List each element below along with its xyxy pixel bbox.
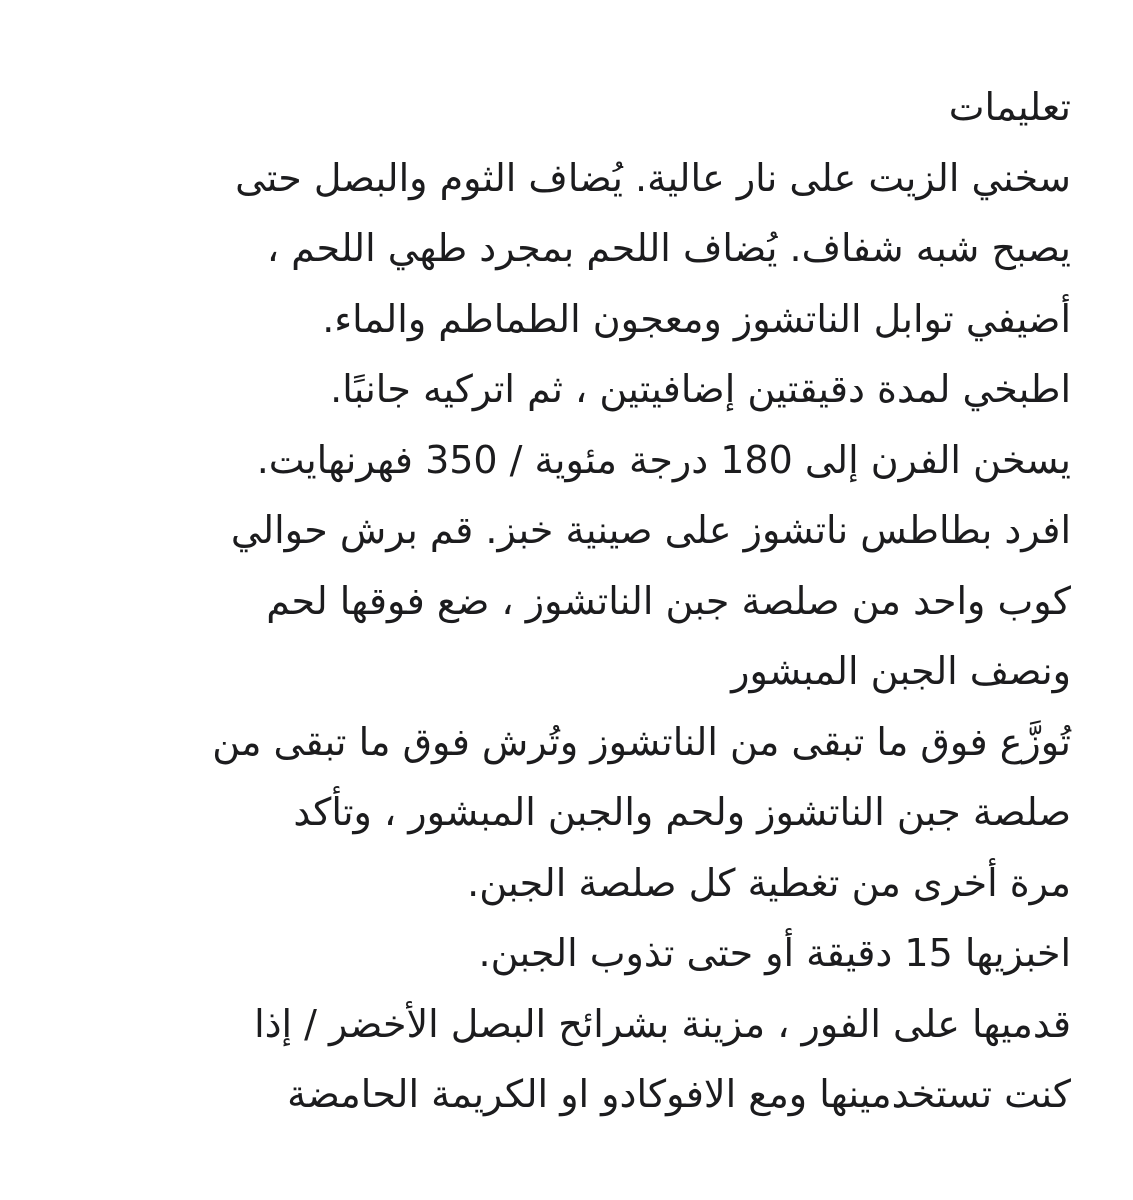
note-line: يصبح شبه شفاف. يُضاف اللحم بمجرد طهي اللحم ، [266, 226, 1071, 270]
note-line: اطبخي لمدة دقيقتين إضافيتين ، ثم اتركيه جانبًا. [330, 367, 1071, 411]
note-body[interactable] [61, 72, 1071, 1130]
note-line: اخبزيها 15 دقيقة أو حتى تذوب الجبن. [478, 931, 1071, 975]
note-line: كنت تستخدمينها ومع الافوكادو او الكريمة الحامضة [287, 1072, 1071, 1116]
note-line: افرد بطاطس ناتشوز على صينية خبز. قم برش حوالي [230, 508, 1071, 552]
note-line: سخني الزيت على نار عالية. يُضاف الثوم والبصل حتى [235, 155, 1071, 200]
note-heading: تعليمات [948, 85, 1071, 129]
note-line: تُوزَّع فوق ما تبقى من الناتشوز وتُرش فوق ما تبقى من [212, 719, 1071, 764]
note-line: صلصة جبن الناتشوز ولحم والجبن المبشور ، وتأكد [293, 790, 1071, 834]
note-line: مرة أخرى من تغطية كل صلصة الجبن. [467, 860, 1071, 905]
note-line: كوب واحد من صلصة جبن الناتشوز ، ضع فوقها لحم [266, 578, 1071, 623]
note-line: يسخن الفرن إلى 180 درجة مئوية / 350 فهرنهايت. [256, 437, 1071, 482]
note-line: أضيفي توابل الناتشوز ومعجون الطماطم والماء. [322, 296, 1071, 341]
note-line: ونصف الجبن المبشور [731, 649, 1071, 693]
note-line: قدميها على الفور ، مزينة بشرائح البصل الأخضر / إذا [254, 1001, 1071, 1046]
